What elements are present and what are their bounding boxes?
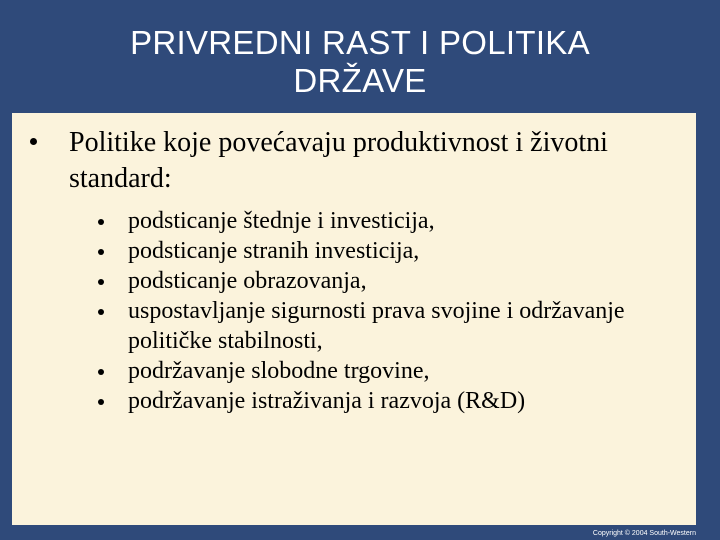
bullet-dot-icon	[98, 249, 104, 255]
sub-bullet-item	[12, 356, 696, 386]
sub-bullet-item	[12, 386, 696, 416]
bullet-dot-icon	[98, 279, 104, 285]
sub-bullet-item	[12, 266, 696, 296]
main-bullet-item	[12, 125, 696, 197]
sub-bullet-text: podržavanje slobodne trgovine,	[128, 358, 430, 384]
sub-bullet-list	[12, 206, 696, 416]
content-panel	[12, 113, 696, 525]
bullet-dot-icon	[98, 399, 104, 405]
copyright-footer: Copyright © 2004 South-Western	[592, 530, 696, 537]
sub-bullet-text: uspostavljanje sigurnosti prava svojine i održavanje političke stabilnosti,	[128, 298, 625, 354]
sub-bullet-item	[12, 236, 696, 266]
sub-bullet-text: podsticanje obrazovanja,	[128, 268, 367, 294]
slide-title-line-2: DRŽAVE	[293, 62, 427, 99]
bullet-dot-icon	[30, 138, 37, 145]
sub-bullet-item	[12, 206, 696, 236]
main-bullet-text: Politike koje povećavaju produktivnost i životni standard:	[69, 127, 608, 194]
sub-bullet-item	[12, 296, 696, 356]
sub-bullet-text: podsticanje štednje i investicija,	[128, 208, 435, 234]
slide-title-line-1: PRIVREDNI RAST I POLITIKA	[130, 24, 590, 61]
bullet-dot-icon	[98, 309, 104, 315]
bullet-dot-icon	[98, 369, 104, 375]
sub-bullet-text: podsticanje stranih investicija,	[128, 238, 420, 264]
bullet-dot-icon	[98, 219, 104, 225]
slide-title	[0, 24, 720, 100]
sub-bullet-text: podržavanje istraživanja i razvoja (R&D)	[128, 388, 526, 414]
